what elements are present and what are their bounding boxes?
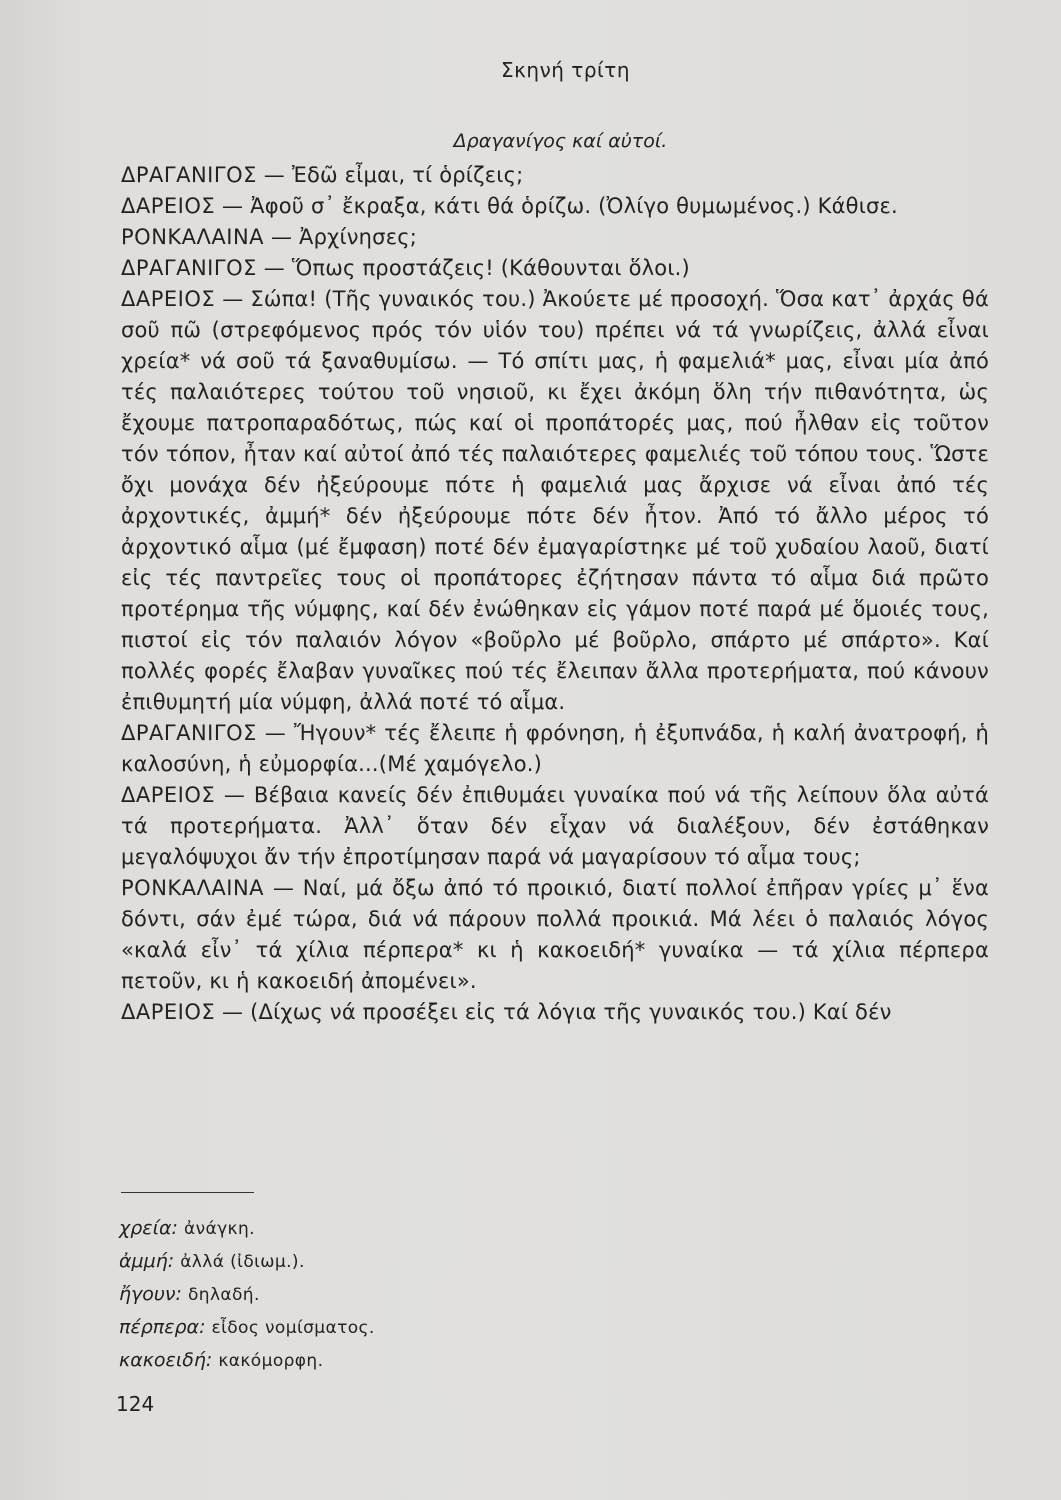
speaker-name: ΔΑΡΕΙΟΣ — [121, 194, 216, 218]
speaker-name: ΔΑΡΕΙΟΣ — [121, 1000, 216, 1024]
speaker-name: ΔΑΡΕΙΟΣ — [121, 287, 216, 311]
speech-text: — Ἀρχίνησες; — [270, 225, 418, 249]
footnote — [119, 1278, 375, 1311]
scene-title: Σκηνή τρίτη — [500, 58, 631, 82]
speech-text: — (Δίχως νά προσέξει εἰς τά λόγια τῆς γυναικός του.) Καί δέν — [222, 1000, 892, 1024]
footnote — [119, 1344, 375, 1377]
footnote — [119, 1311, 375, 1344]
footnote-definition: ἀνάγκη. — [183, 1219, 255, 1239]
page-number: 124 — [116, 1392, 155, 1416]
speech-text: — Σώπα! (Τῆς γυναικός του.) Ἀκούετε μέ προσοχή. Ὅσα κατ᾽ ἀρχάς θά σοῦ πῶ (στρεφόμενος πρός τόν υἱόν του) πρέπει νά τά γνωρίζεις, ἀλλά εἶναι χρεία* νά σοῦ τά ξαναθυμίσω. — Τό σπίτι μας, ἡ φαμελιά* μας, εἶναι μία ἀπό τές παλαιότερες τούτου τοῦ νησιοῦ, κι ἔχει ἀκόμη ὅλη τήν πιθανότητα, ὡς ἔχουμε πατροπαραδότως, πώς καί οἱ προπάτορές μας, πού ἦλθαν εἰς τοῦτον τόν τόπον, ἦταν καί αὐτοί ἀπό τές παλαιότερες φαμελιές τοῦ τόπου τους. Ὥστε ὄχι μονάχα δέν ἠξεύρουμε πότε ἡ φαμελιά μας ἄρχισε νά εἶναι ἀπό τές ἀρχοντικές, ἀμμή* δέν ἠξεύρουμε πότε δέν ἦτον. Ἀπό τό ἄλλο μέρος τό ἀρχοντικό αἷμα (μέ ἔμφαση) ποτέ δέν ἐμαγαρίστηκε μέ τοῦ χυδαίου λαοῦ, διατί εἰς τές παντρεῖες τους οἱ προπάτορες ἐζήτησαν πάντα τό αἷμα διά πρῶτο προτέρημα τῆς νύμφης, καί δέν ἐνώθηκαν εἰς γάμον ποτέ παρά μέ ὅμοιές τους, πιστοί εἰς τόν παλαιόν λόγον «βοῦρλο μέ βοῦρλο, σπάρτο μέ σπάρτο». Καί πολλές φορές ἔλαβαν γυναῖκες πού τές ἔλειπαν ἄλλα προτερήματα, πού κάνουν ἐπιθυμητή μία νύμφη, ἀλλά ποτέ τό αἷμα. — [121, 287, 989, 714]
speaker-name: ΔΡΑΓΑΝΙΓΟΣ — [121, 256, 257, 280]
footnote-definition: εἶδος νομίσματος. — [211, 1318, 375, 1338]
dialogue-line — [121, 222, 989, 253]
speaker-name: ΡΟΝΚΑΛΑΙΝΑ — [121, 225, 265, 249]
footnote-term: ἤγουν: — [119, 1283, 182, 1305]
speaker-name: ΔΑΡΕΙΟΣ — [121, 783, 216, 807]
footnote — [119, 1245, 375, 1278]
footnotes — [119, 1212, 375, 1377]
dialogue-line — [121, 253, 989, 284]
footnote-definition: δηλαδή. — [187, 1285, 260, 1305]
dialogue-line — [121, 191, 989, 222]
speaker-name: ΔΡΑΓΑΝΙΓΟΣ — [121, 163, 257, 187]
cast-direction: Δραγανίγος καί αὐτοί. — [453, 130, 668, 152]
footnote-term: κακοειδή: — [119, 1349, 213, 1371]
speech-text: — Ἐδῶ εἶμαι, τί ὁρίζεις; — [263, 163, 524, 187]
speech-text: — Ἀφοῦ σ᾽ ἔκραξα, κάτι θά ὁρίζω. (Ὀλίγο θυμωμένος.) Κάθισε. — [222, 194, 898, 218]
footnote — [119, 1212, 375, 1245]
footnote-definition: κακόμορφη. — [218, 1351, 324, 1371]
dialogue-line — [121, 284, 989, 718]
dialogue-line — [121, 780, 989, 873]
speech-text: — Βέβαια κανείς δέν ἐπιθυμάει γυναίκα πού νά τῆς λείπουν ὅλα αὐτά τά προτερήματα. Ἀλλ᾽ ὅταν δέν εἶχαν νά διαλέξουν, δέν ἐστάθηκαν μεγαλόψυχοι ἄν τήν ἐπροτίμησαν παρά νά μαγαρίσουν τό αἷμα τους; — [121, 783, 989, 869]
footnote-definition: ἀλλά (ἰδιωμ.). — [180, 1252, 305, 1272]
dialogue-line — [121, 873, 989, 997]
speech-text: — Ὅπως προστάζεις! (Κάθουνται ὅλοι.) — [263, 256, 690, 280]
speech-text: — Ἤγουν* τές ἔλειπε ἡ φρόνηση, ἡ ἐξυπνάδα, ἡ καλή ἀνατροφή, ἡ καλοσύνη, ἡ εὐμορφία...(Μέ χαμόγελο.) — [121, 721, 989, 776]
dialogue-line — [121, 160, 989, 191]
speaker-name: ΔΡΑΓΑΝΙΓΟΣ — [121, 721, 257, 745]
dialogue-body — [121, 160, 989, 1028]
speaker-name: ΡΟΝΚΑΛΑΙΝΑ — [121, 876, 265, 900]
footnote-term: χρεία: — [119, 1217, 178, 1239]
footnote-term: πέρπερα: — [119, 1316, 206, 1338]
footnote-divider — [121, 1192, 254, 1193]
dialogue-line — [121, 997, 989, 1028]
footnote-term: ἀμμή: — [119, 1250, 175, 1272]
speech-text: — Ναί, μά ὄξω ἀπό τό προικιό, διατί πολλοί ἐπῆραν γρίες μ᾽ ἕνα δόντι, σάν ἐμέ τώρα, διά νά πάρουν πολλά προικιά. Μά λέει ὁ παλαιός λόγος «καλά εἶν᾽ τά χίλια πέρπερα* κι ἡ κακοειδή* γυναίκα — τά χίλια πέρπερα πετοῦν, κι ἡ κακοειδή ἀπομένει». — [121, 876, 989, 993]
dialogue-line — [121, 718, 989, 780]
